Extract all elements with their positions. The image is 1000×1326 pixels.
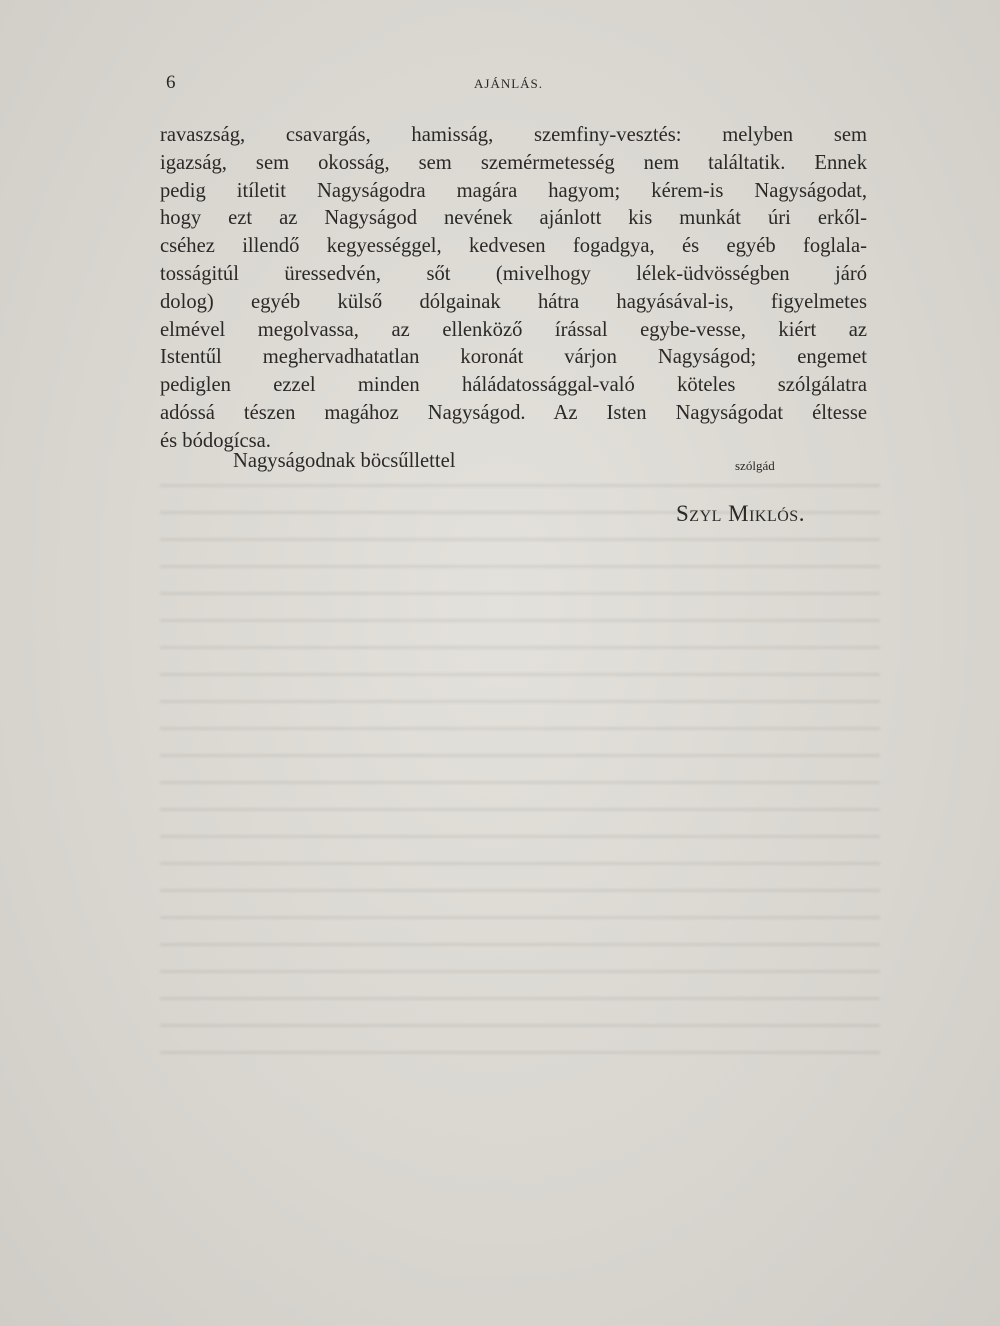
- bleed-through-texture: [160, 470, 880, 1070]
- running-head: AJÁNLÁS.: [474, 76, 544, 91]
- text-line: pedig itíletit Nagyságodra magára hagyom; kérem-is Nagyságodat,: [160, 179, 867, 202]
- text-line: igazság, sem okosság, sem szemérmetesség nem találtatik. Ennek: [160, 151, 867, 174]
- text-line: tosságitúl üressedvén, sőt (mivelhogy lélek-üdvösségben járó: [160, 262, 867, 285]
- text-line: elmével megolvassa, az ellenköző írással egybe-vesse, kiért az: [160, 318, 867, 341]
- text-line: hogy ezt az Nagyságod nevének ajánlott kis munkát úri erkől-: [160, 207, 867, 230]
- body-paragraph: [160, 122, 867, 456]
- text-line: és bódogícsa.: [160, 429, 271, 452]
- text-line: ravaszság, csavargás, hamisság, szemfiny-vesztés: melyben sem: [160, 124, 867, 146]
- text-line: cséhez illendő kegyességgel, kedvesen fogadgya, és egyéb foglala-: [160, 235, 867, 258]
- closing-role: szólgád: [735, 458, 775, 473]
- text-line: dolog) egyéb külső dólgainak hátra hagyásával-is, figyelmetes: [160, 290, 867, 313]
- page-number: 6: [166, 72, 176, 93]
- signature: Szyl Miklós.: [676, 501, 805, 526]
- closing-salutation: Nagyságodnak böcsűllettel: [233, 450, 456, 472]
- text-line: Istentűl meghervadhatatlan koronát várjon Nagyságod; engemet: [160, 346, 867, 369]
- text-line: pediglen ezzel minden háládatossággal-való köteles szólgálatra: [160, 374, 867, 397]
- text-line: adóssá tészen magához Nagyságod. Az Isten Nagyságodat éltesse: [160, 401, 867, 424]
